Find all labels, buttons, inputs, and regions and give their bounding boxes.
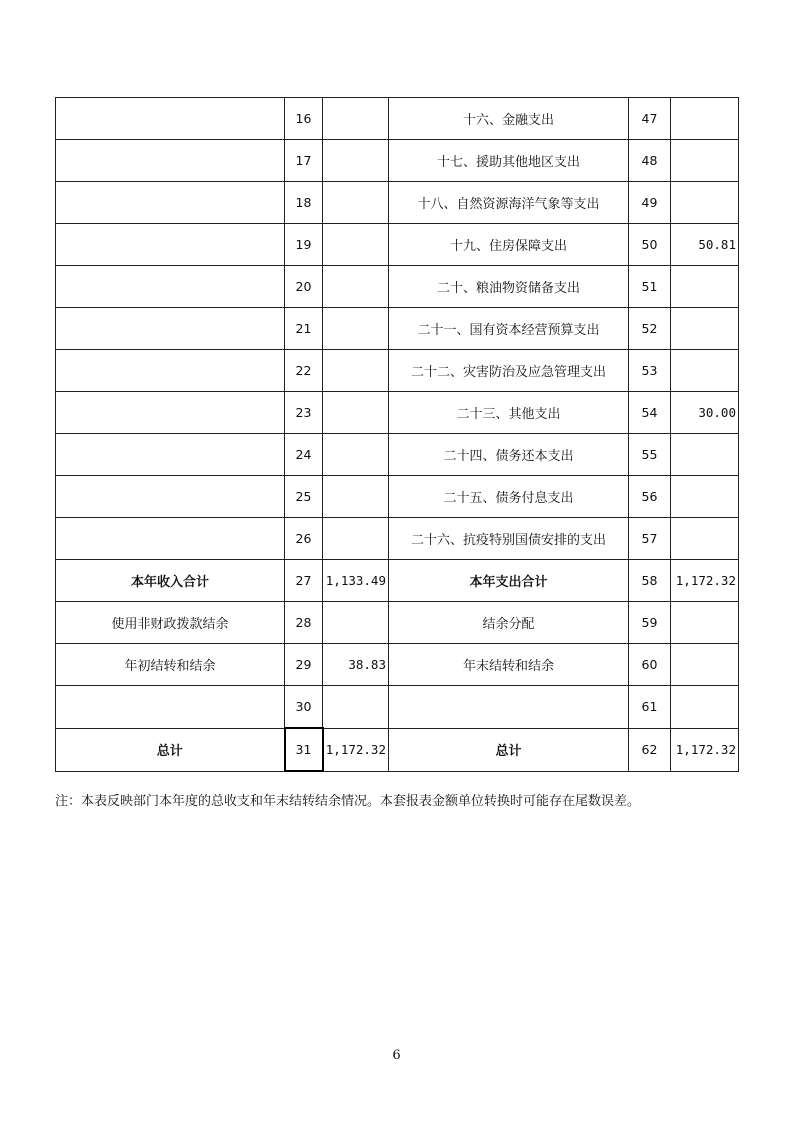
income-line-number: 21	[285, 308, 323, 350]
expense-total-label: 本年支出合计	[389, 560, 629, 602]
expense-line-number: 60	[629, 644, 671, 686]
expense-item-label: 二十、粮油物资储备支出	[389, 266, 629, 308]
expense-item-label: 十七、援助其他地区支出	[389, 140, 629, 182]
income-line-number: 31	[285, 728, 323, 771]
expense-grand-total-label: 总计	[389, 728, 629, 771]
expense-amount	[671, 182, 739, 224]
expense-line-number: 50	[629, 224, 671, 266]
expense-amount	[671, 434, 739, 476]
table-row	[56, 266, 739, 308]
income-item-label	[56, 686, 285, 729]
table-row-grand-total	[56, 728, 739, 771]
expense-item-label: 二十二、灾害防治及应急管理支出	[389, 350, 629, 392]
expense-item-label: 二十六、抗疫特别国债安排的支出	[389, 518, 629, 560]
expense-line-number: 59	[629, 602, 671, 644]
income-item-label	[56, 392, 285, 434]
income-line-number: 22	[285, 350, 323, 392]
expense-amount	[671, 644, 739, 686]
expense-amount	[671, 686, 739, 729]
expense-item-label: 十六、金融支出	[389, 98, 629, 140]
expense-amount: 50.81	[671, 224, 739, 266]
expense-amount	[671, 140, 739, 182]
expense-line-number: 62	[629, 728, 671, 771]
income-amount	[323, 434, 389, 476]
income-amount	[323, 392, 389, 434]
income-item-label	[56, 518, 285, 560]
income-amount	[323, 266, 389, 308]
expense-amount: 1,172.32	[671, 728, 739, 771]
income-line-number: 30	[285, 686, 323, 729]
income-amount: 1,133.49	[323, 560, 389, 602]
income-amount	[323, 98, 389, 140]
income-line-number: 26	[285, 518, 323, 560]
expense-amount: 30.00	[671, 392, 739, 434]
income-amount	[323, 686, 389, 729]
expense-line-number: 51	[629, 266, 671, 308]
expense-line-number: 61	[629, 686, 671, 729]
expense-line-number: 53	[629, 350, 671, 392]
table-row	[56, 140, 739, 182]
expense-line-number: 55	[629, 434, 671, 476]
expense-line-number: 54	[629, 392, 671, 434]
expense-line-number: 49	[629, 182, 671, 224]
income-amount	[323, 224, 389, 266]
income-grand-total-label: 总计	[56, 728, 285, 771]
expense-amount	[671, 350, 739, 392]
expense-amount	[671, 518, 739, 560]
expense-item-label: 二十一、国有资本经营预算支出	[389, 308, 629, 350]
income-item-label	[56, 308, 285, 350]
table-row	[56, 98, 739, 140]
expense-line-number: 52	[629, 308, 671, 350]
expense-item-label: 结余分配	[389, 602, 629, 644]
income-line-number: 24	[285, 434, 323, 476]
expense-amount	[671, 476, 739, 518]
income-line-number: 27	[285, 560, 323, 602]
income-amount	[323, 308, 389, 350]
income-item-label	[56, 476, 285, 518]
expense-line-number: 56	[629, 476, 671, 518]
expense-item-label: 二十五、债务付息支出	[389, 476, 629, 518]
table-row	[56, 224, 739, 266]
table-row	[56, 182, 739, 224]
income-amount	[323, 350, 389, 392]
income-item-label	[56, 140, 285, 182]
expense-line-number: 58	[629, 560, 671, 602]
table-row	[56, 476, 739, 518]
expense-item-label: 二十四、债务还本支出	[389, 434, 629, 476]
expense-amount	[671, 98, 739, 140]
income-line-number: 18	[285, 182, 323, 224]
expense-item-label	[389, 686, 629, 729]
income-line-number: 25	[285, 476, 323, 518]
income-line-number: 20	[285, 266, 323, 308]
table-row	[56, 644, 739, 686]
expense-amount	[671, 266, 739, 308]
table-row	[56, 686, 739, 729]
expense-amount	[671, 602, 739, 644]
income-amount	[323, 182, 389, 224]
table-row	[56, 518, 739, 560]
expense-amount: 1,172.32	[671, 560, 739, 602]
income-amount	[323, 602, 389, 644]
table-footnote: 注：本表反映部门本年度的总收支和年末结转结余情况。本套报表金额单位转换时可能存在尾数误差。	[55, 794, 641, 809]
expense-line-number: 57	[629, 518, 671, 560]
table-row	[56, 392, 739, 434]
expense-item-label: 十九、住房保障支出	[389, 224, 629, 266]
income-line-number: 16	[285, 98, 323, 140]
income-total-label: 本年收入合计	[56, 560, 285, 602]
income-item-label	[56, 434, 285, 476]
income-amount: 38.83	[323, 644, 389, 686]
income-amount: 1,172.32	[323, 728, 389, 771]
table-row	[56, 350, 739, 392]
income-line-number: 28	[285, 602, 323, 644]
income-line-number: 19	[285, 224, 323, 266]
table-row	[56, 602, 739, 644]
table-row	[56, 434, 739, 476]
income-amount	[323, 140, 389, 182]
expense-line-number: 48	[629, 140, 671, 182]
income-item-label	[56, 182, 285, 224]
income-item-label	[56, 224, 285, 266]
table-row	[56, 308, 739, 350]
income-line-number: 29	[285, 644, 323, 686]
income-item-label: 使用非财政拨款结余	[56, 602, 285, 644]
income-line-number: 23	[285, 392, 323, 434]
income-item-label	[56, 98, 285, 140]
income-amount	[323, 476, 389, 518]
expense-line-number: 47	[629, 98, 671, 140]
page-number: 6	[392, 1048, 401, 1063]
income-item-label: 年初结转和结余	[56, 644, 285, 686]
income-amount	[323, 518, 389, 560]
expense-item-label: 年末结转和结余	[389, 644, 629, 686]
budget-table	[55, 97, 739, 772]
income-item-label	[56, 266, 285, 308]
income-line-number: 17	[285, 140, 323, 182]
expense-amount	[671, 308, 739, 350]
table-row-subtotal	[56, 560, 739, 602]
expense-item-label: 十八、自然资源海洋气象等支出	[389, 182, 629, 224]
expense-item-label: 二十三、其他支出	[389, 392, 629, 434]
income-item-label	[56, 350, 285, 392]
